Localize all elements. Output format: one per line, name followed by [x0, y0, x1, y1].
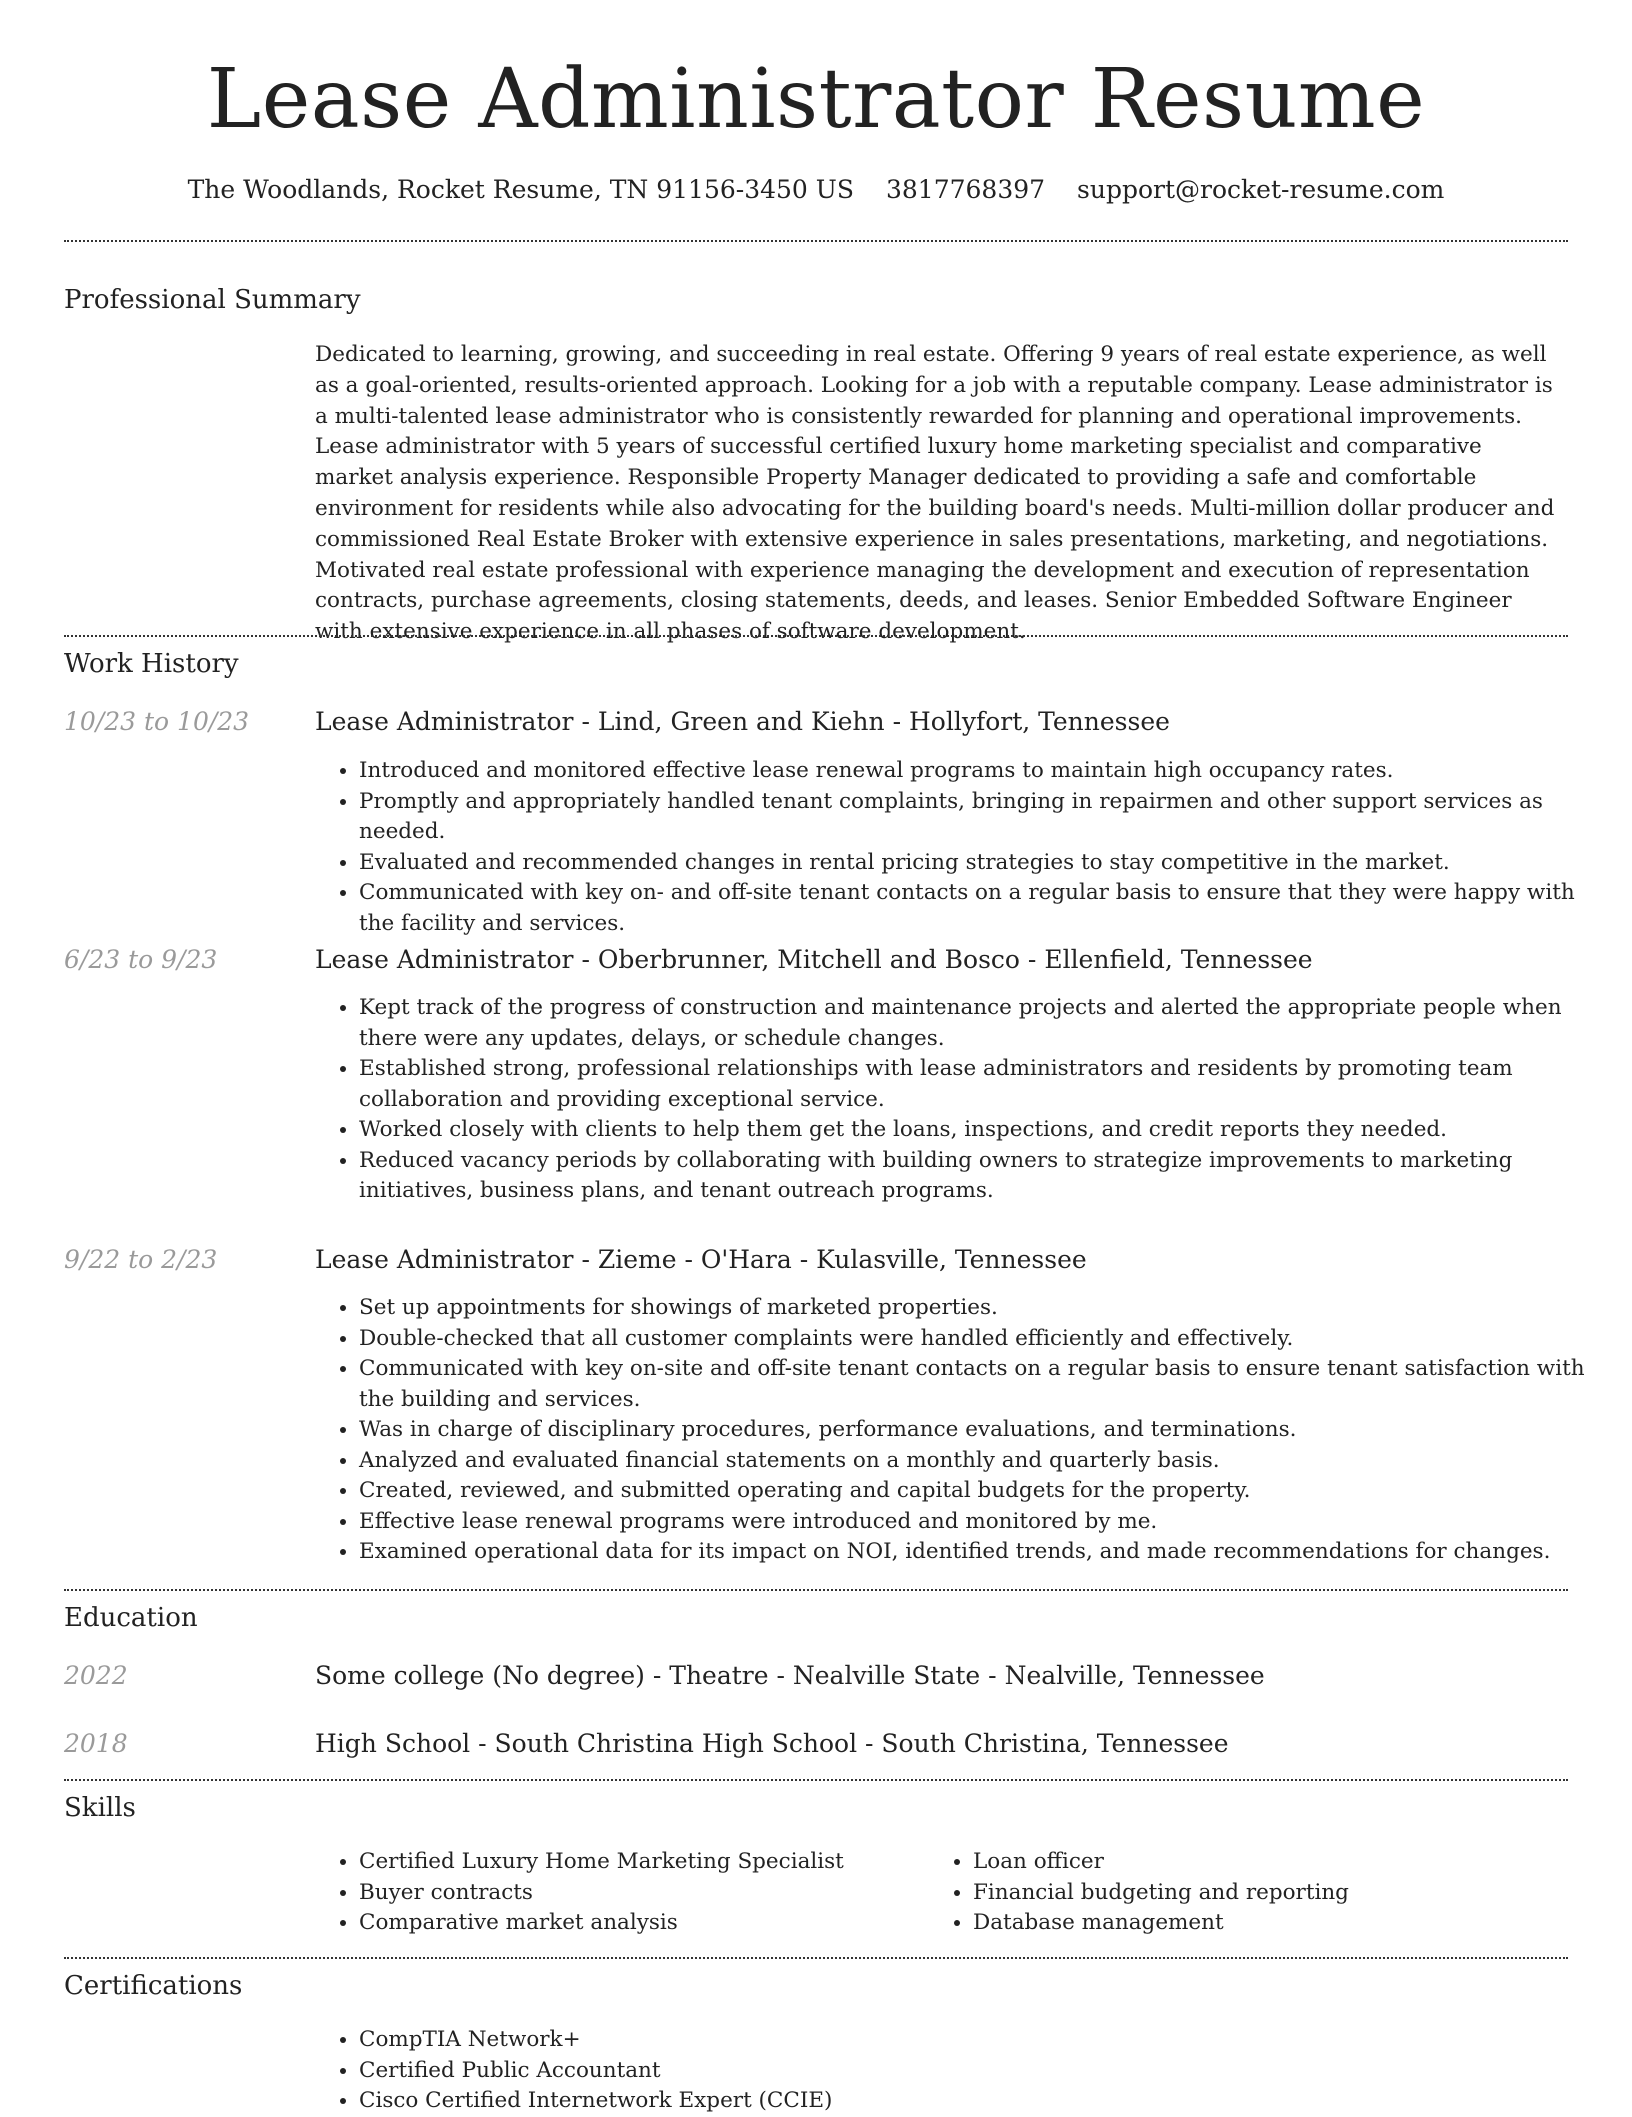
- skills-column-right: [929, 1847, 1543, 1939]
- education-entry: [315, 1660, 1265, 1692]
- list-item: • Double-checked that all customer complaints were handled efficiently and effectively.: [359, 1324, 1609, 1355]
- list-item: • Database management: [973, 1908, 1543, 1939]
- section-title-work: Work History: [64, 649, 239, 679]
- section-divider: [64, 1957, 1568, 1959]
- contact-line: [0, 174, 1632, 206]
- section-divider: [64, 1589, 1568, 1591]
- list-item: • Kept track of the progress of construction and maintenance projects and alerted the appropriate people when there were any updates, delays, or schedule changes.: [359, 993, 1609, 1054]
- job-title: Lease Administrator - Oberbrunner, Mitchell and Bosco - Ellenfield, Tennessee: [315, 945, 1313, 974]
- job-dates: 6/23 to 9/23: [64, 945, 218, 974]
- list-item: • Set up appointments for showings of marketed properties.: [359, 1293, 1609, 1324]
- job-bullets: [315, 756, 1609, 939]
- list-item: • Buyer contracts: [359, 1878, 929, 1909]
- resume-title: Lease Administrator Resume: [206, 52, 1426, 147]
- list-item: • Cisco Certified Internetwork Expert (CCIE): [359, 2086, 1609, 2117]
- list-item: • Communicated with key on-site and off-site tenant contacts on a regular basis to ensure tenant satisfaction with the building and services.: [359, 1354, 1609, 1415]
- skills-column-left: [315, 1847, 929, 1939]
- education-degree: High School: [315, 1729, 471, 1758]
- education-school: - South Christina High School - South Christina, Tennessee: [470, 1729, 1229, 1758]
- section-divider: [64, 635, 1568, 637]
- job-bullets: [315, 1293, 1609, 1568]
- list-item: • Certified Luxury Home Marketing Specialist: [359, 1847, 929, 1878]
- section-title-summary: Professional Summary: [64, 285, 361, 315]
- education-year: 2018: [64, 1729, 128, 1758]
- list-item: • Established strong, professional relationships with lease administrators and residents by promoting team collaboration and providing exceptional service.: [359, 1054, 1609, 1115]
- education-school: - Nealville State - Nealville, Tennessee: [768, 1661, 1265, 1690]
- job-title: Lease Administrator - Zieme - O'Hara - Kulasville, Tennessee: [315, 1245, 1087, 1274]
- section-divider: [64, 1779, 1568, 1781]
- list-item: • Examined operational data for its impact on NOI, identified trends, and made recommendations for changes.: [359, 1537, 1609, 1568]
- section-title-certifications: Certifications: [64, 1971, 243, 2001]
- summary-text: Dedicated to learning, growing, and succeeding in real estate. Offering 9 years of real estate experience, as well as a goal-oriented, results-oriented approach. Looking for a job with a reputable company. Lease administrator is a multi-talented lease administrator who is consistently rewarded for planning and operational improvements. Lease administrator with 5 years of successful certified luxury home marketing specialist and comparative market analysis experience. Responsible Property Manager dedicated to providing a safe and comfortable environment for residents while also advocating for the building board's needs. Multi-million dollar producer and commissioned Real Estate Broker with extensive experience in sales presentations, marketing, and negotiations. Motivated real estate professional with experience managing the development and execution of representation contracts, purchase agreements, closing statements, deeds, and leases. Senior Embedded Software Engineer with extensive experience in all phases of software development.: [315, 342, 1555, 645]
- job-dates: 10/23 to 10/23: [64, 707, 250, 736]
- list-item: • Analyzed and evaluated financial statements on a monthly and quarterly basis.: [359, 1446, 1609, 1477]
- list-item: • CompTIA Network+: [359, 2025, 1609, 2056]
- list-item: • Created, reviewed, and submitted operating and capital budgets for the property.: [359, 1476, 1609, 1507]
- list-item: • Introduced and monitored effective lease renewal programs to maintain high occupancy rates.: [359, 756, 1609, 787]
- section-title-education: Education: [64, 1603, 198, 1633]
- contact-email: support@rocket-resume.com: [1077, 175, 1445, 204]
- job-dates: 9/22 to 2/23: [64, 1245, 218, 1274]
- job-bullets: [315, 993, 1609, 1207]
- education-year: 2022: [64, 1661, 128, 1690]
- list-item: • Promptly and appropriately handled tenant complaints, bringing in repairmen and other support services as needed.: [359, 787, 1609, 848]
- list-item: • Certified Public Accountant: [359, 2056, 1609, 2087]
- list-item: • Effective lease renewal programs were introduced and monitored by me.: [359, 1507, 1609, 1538]
- list-item: • Comparative market analysis: [359, 1908, 929, 1939]
- education-entry: [315, 1728, 1229, 1760]
- list-item: • Was in charge of disciplinary procedures, performance evaluations, and terminations.: [359, 1415, 1609, 1446]
- contact-address: The Woodlands, Rocket Resume, TN 91156-3450 US: [187, 175, 854, 204]
- education-degree: Some college (No degree) - Theatre: [315, 1661, 769, 1690]
- list-item: • Reduced vacancy periods by collaborating with building owners to strategize improvements to marketing initiatives, business plans, and tenant outreach programs.: [359, 1146, 1609, 1207]
- job-title: Lease Administrator - Lind, Green and Kiehn - Hollyfort, Tennessee: [315, 707, 1170, 736]
- list-item: • Evaluated and recommended changes in rental pricing strategies to stay competitive in the market.: [359, 848, 1609, 879]
- list-item: • Financial budgeting and reporting: [973, 1878, 1543, 1909]
- list-item: • Communicated with key on- and off-site tenant contacts on a regular basis to ensure that they were happy with the facility and services.: [359, 878, 1609, 939]
- section-divider: [64, 240, 1568, 242]
- contact-phone: 3817768397: [885, 175, 1046, 204]
- certifications-list: [315, 2025, 1609, 2117]
- resume-header: [0, 0, 1632, 206]
- section-title-skills: Skills: [64, 1793, 136, 1823]
- list-item: • Worked closely with clients to help them get the loans, inspections, and credit reports they needed.: [359, 1115, 1609, 1146]
- list-item: • Loan officer: [973, 1847, 1543, 1878]
- skills-list: [315, 1847, 1565, 1939]
